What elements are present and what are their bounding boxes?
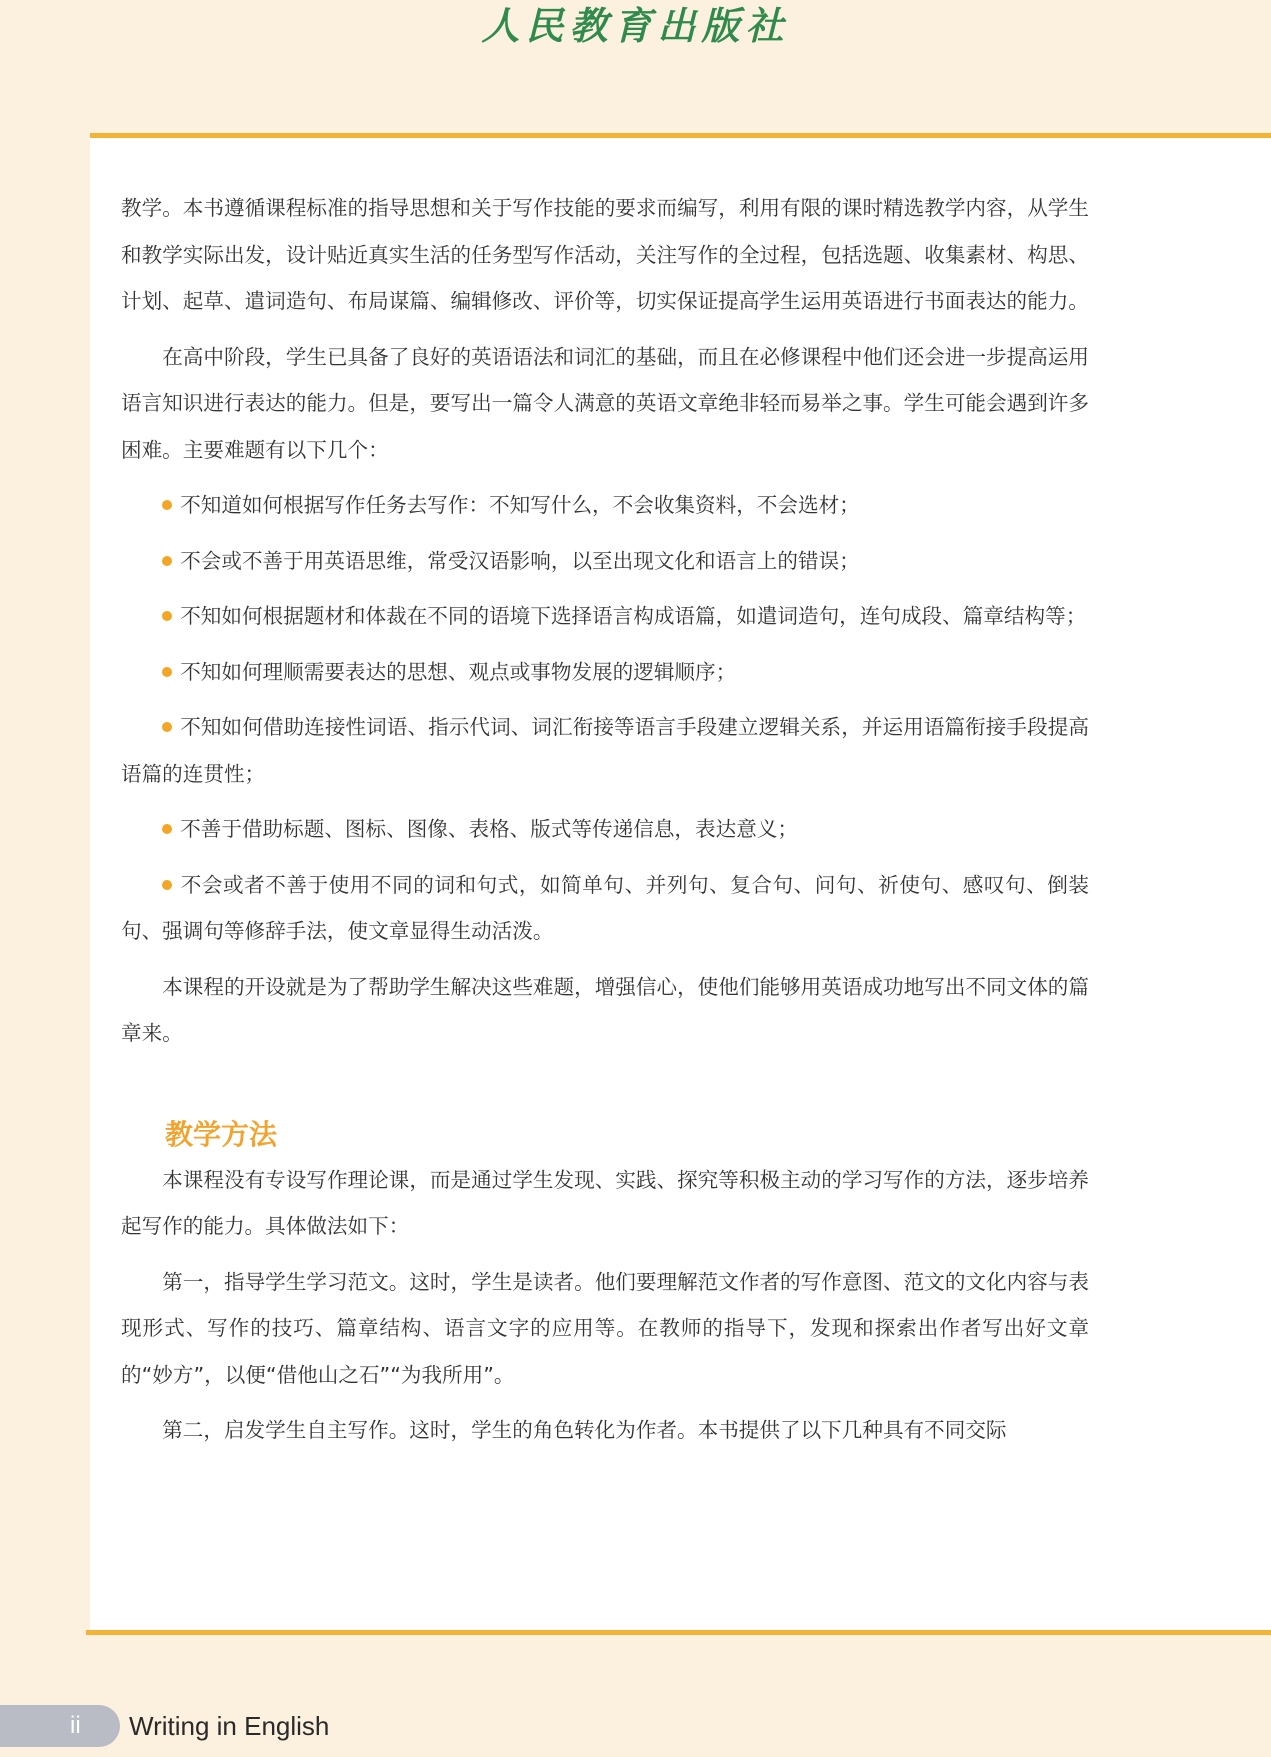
bottom-rule <box>86 1630 1271 1635</box>
method-paragraph-1: 本课程没有专设写作理论课，而是通过学生发现、实践、探究等积极主动的学习写作的方法，逐步培养起写作的能力。具体做法如下： <box>121 1167 1089 1238</box>
intro-paragraph-1: 教学。本书遵循课程标准的指导思想和关于写作技能的要求而编写，利用有限的课时精选教学内容，从学生和教学实际出发，设计贴近真实生活的任务型写作活动，关注写作的全过程，包括选题、收集素材、构思、计划、起草、遣词造句、布局谋篇、编辑修改、评价等，切实保证提高学生运用英语进行书面表达的能力。 <box>121 196 1089 313</box>
bullet-item: 不知如何根据题材和体裁在不同的语境下选择语言构成语篇，如遣词造句，连句成段、篇章结构等； <box>121 593 1089 640</box>
method-paragraph-2: 第一，指导学生学习范文。这时，学生是读者。他们要理解范文作者的写作意图、范文的文化内容与表现形式、写作的技巧、篇章结构、语言文字的应用等。在教师的指导下，发现和探索出作者写出好文章的“妙方”，以便“借他山之石”“为我所用”。 <box>121 1269 1089 1387</box>
bullet-icon <box>162 611 172 621</box>
bullet-icon <box>162 556 172 566</box>
bullet-item: 不知如何借助连接性词语、指示代词、词汇衔接等语言手段建立逻辑关系，并运用语篇衔接手段提高语篇的连贯性； <box>121 715 1089 786</box>
top-rule <box>90 133 1271 138</box>
bullet-item: 不知道如何根据写作任务去写作：不知写什么，不会收集资料，不会选材； <box>121 482 1089 529</box>
intro-paragraph-2: 在高中阶段，学生已具备了良好的英语语法和词汇的基础，而且在必修课程中他们还会进一步提高运用语言知识进行表达的能力。但是，要写出一篇令人满意的英语文章绝非轻而易举之事。学生可能会遇到许多困难。主要难题有以下几个： <box>121 344 1089 462</box>
bullet-icon <box>162 667 172 677</box>
page-content <box>121 185 1089 1463</box>
bullet-icon <box>162 500 172 510</box>
bullet-icon <box>162 880 172 890</box>
bullet-item: 不会或者不善于使用不同的词和句式，如简单句、并列句、复合句、问句、祈使句、感叹句、倒装句、强调句等修辞手法，使文章显得生动活泼。 <box>121 872 1089 943</box>
bullet-item: 不会或不善于用英语思维，常受汉语影响，以至出现文化和语言上的错误； <box>121 538 1089 585</box>
page-number-tab <box>0 1705 120 1747</box>
page-number: ii <box>70 1712 81 1739</box>
running-title: Writing in English <box>129 1711 330 1741</box>
bullet-icon <box>162 722 172 732</box>
closing-paragraph: 本课程的开设就是为了帮助学生解决这些难题，增强信心，使他们能够用英语成功地写出不同文体的篇章来。 <box>121 974 1089 1045</box>
bullet-item: 不善于借助标题、图标、图像、表格、版式等传递信息，表达意义； <box>121 806 1089 853</box>
section-title: 教学方法 <box>165 1117 278 1151</box>
bullet-item: 不知如何理顺需要表达的思想、观点或事物发展的逻辑顺序； <box>121 649 1089 696</box>
method-paragraph-3: 第二，启发学生自主写作。这时，学生的角色转化为作者。本书提供了以下几种具有不同交际 <box>162 1418 1007 1442</box>
bullet-icon <box>162 824 172 834</box>
publisher-logo: 人民教育出版社 <box>481 3 790 48</box>
